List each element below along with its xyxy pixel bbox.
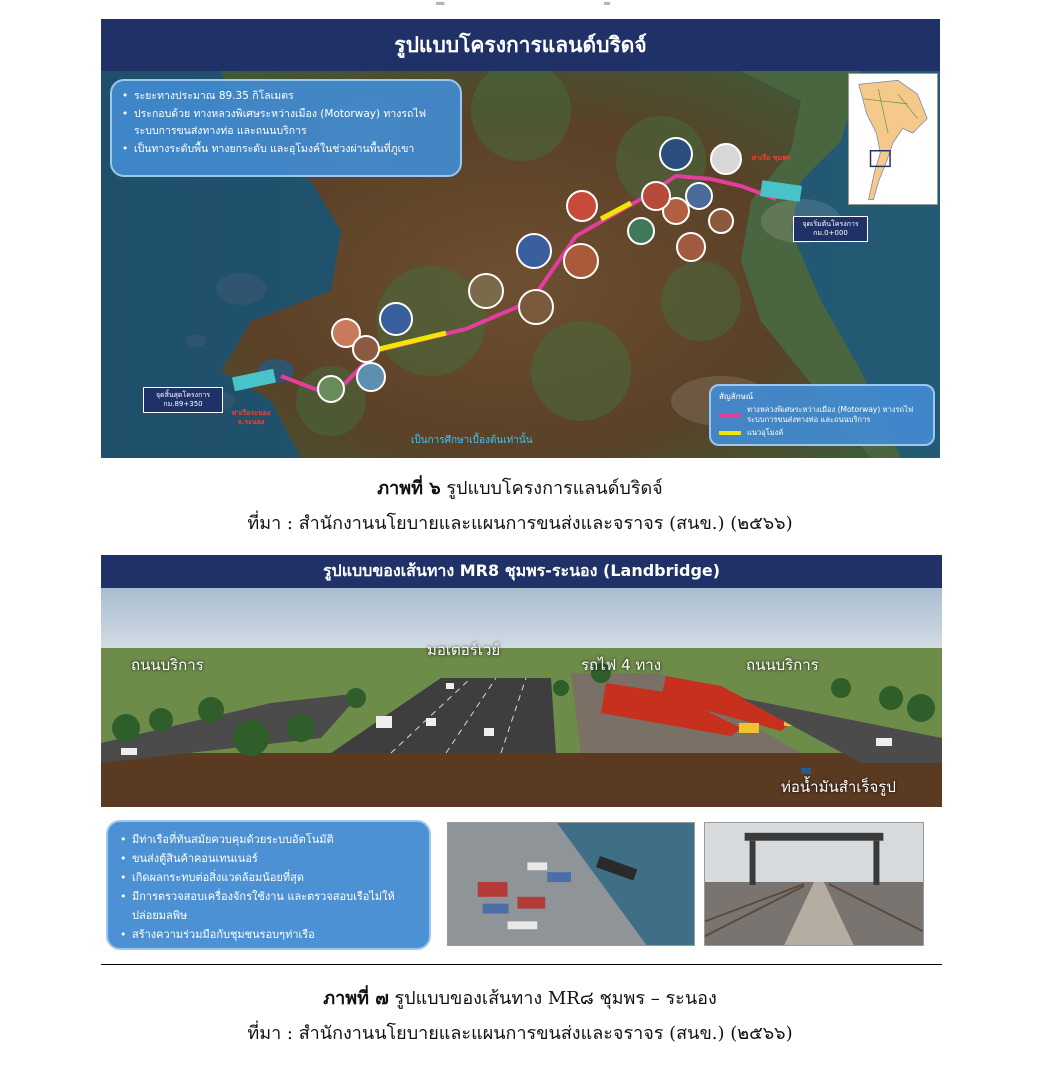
info-item: • เกิดผลกระทบต่อสิ่งแวดล้อมน้อยที่สุด bbox=[120, 868, 417, 887]
port-aerial-photo bbox=[447, 822, 695, 946]
figure-7-cross-section bbox=[101, 555, 942, 807]
caption-number: ภาพที่ ๗ bbox=[323, 988, 389, 1009]
legend-label: แนวอุโมงค์ bbox=[747, 428, 784, 437]
info-item: • สร้างความร่วมมือกับชุมชนรอบๆท่าเรือ bbox=[120, 925, 417, 944]
figure-7-caption bbox=[0, 983, 1040, 1012]
legend-title: สัญลักษณ์ bbox=[719, 392, 754, 401]
info-item: • ขนส่งตู้สินค้าคอนเทนเนอร์ bbox=[120, 849, 417, 868]
study-note: เป็นการศึกษาเบื้องต้นเท่านั้น bbox=[411, 435, 533, 446]
end-point-tag: จุดสิ้นสุดโครงการ กม.89+350 bbox=[143, 387, 223, 413]
info-item: • ประกอบด้วย ทางหลวงพิเศษระหว่างเมือง (Motorway) ทางรถไฟ ระบบการขนส่งทางท่อ และถนนบริการ bbox=[122, 106, 450, 141]
railway-label: รถไฟ 4 ทาง bbox=[581, 656, 662, 674]
figure-7-source: ที่มา : สำนักงานนโยบายและแผนการขนส่งและจราจร (สนข.) (๒๕๖๖) bbox=[247, 1023, 793, 1044]
info-item: • ระยะทางประมาณ 89.35 กิโลเมตร bbox=[122, 88, 450, 106]
info-item: • มีการตรวจสอบเครื่องจักรใช้งาน และตรวจสอบเรือไม่ให้ปล่อยมลพิษ bbox=[120, 887, 417, 925]
caption-number: ภาพที่ ๖ bbox=[377, 478, 441, 499]
figure-6-caption bbox=[0, 473, 1040, 502]
project-info-box bbox=[110, 79, 462, 177]
legend-item bbox=[719, 405, 925, 425]
caption-divider bbox=[101, 964, 942, 965]
start-point-tag: จุดเริ่มต้นโครงการ กม.0+000 bbox=[793, 216, 868, 242]
service-road-left-label: ถนนบริการ bbox=[131, 656, 204, 674]
map-legend bbox=[709, 384, 935, 446]
figure-7-title: รูปแบบของเส้นทาง MR8 ชุมพร-ระนอง (Landbridge) bbox=[101, 555, 942, 588]
motorway-label: มอเตอร์เวย์ bbox=[427, 641, 501, 659]
thailand-inset-map bbox=[848, 73, 938, 205]
legend-label: ทางหลวงพิเศษระหว่างเมือง (Motorway) ทางรถไฟ ระบบการขนส่งทางท่อ และถนนบริการ bbox=[747, 405, 914, 424]
caption-text: รูปแบบโครงการแลนด์บริดจ์ bbox=[440, 478, 663, 499]
port-rail-crane-photo bbox=[704, 822, 924, 946]
legend-swatch-pink bbox=[719, 413, 741, 417]
figure-7-details bbox=[101, 818, 942, 958]
ranong-port-label: ท่าเรือระนอง จ.ระนอง bbox=[231, 409, 271, 426]
info-item: • เป็นทางระดับพื้น ทางยกระดับ และอุโมงค์ในช่วงผ่านพื้นที่ภูเขา bbox=[122, 141, 450, 159]
caption-text: รูปแบบของเส้นทาง MR๘ ชุมพร – ระนอง bbox=[388, 988, 717, 1009]
service-road-right-label: ถนนบริการ bbox=[746, 656, 819, 674]
legend-item bbox=[719, 428, 925, 438]
pipeline-label: ท่อน้ำมันสำเร็จรูป bbox=[781, 778, 896, 796]
previous-text-fragment bbox=[100, 0, 940, 8]
figure-6-source: ที่มา : สำนักงานนโยบายและแผนการขนส่งและจราจร (สนข.) (๒๕๖๖) bbox=[247, 513, 793, 534]
info-item: • มีท่าเรือที่ทันสมัยควบคุมด้วยระบบอัตโนมัติ bbox=[120, 830, 417, 849]
port-info-box bbox=[106, 820, 431, 950]
figure-6-landbridge-map bbox=[101, 19, 940, 458]
chumphon-port-label: ท่าเรือ ชุมพร bbox=[751, 154, 791, 162]
figure-6-title: รูปแบบโครงการแลนด์บริดจ์ bbox=[101, 19, 940, 71]
legend-swatch-yellow bbox=[719, 431, 741, 435]
